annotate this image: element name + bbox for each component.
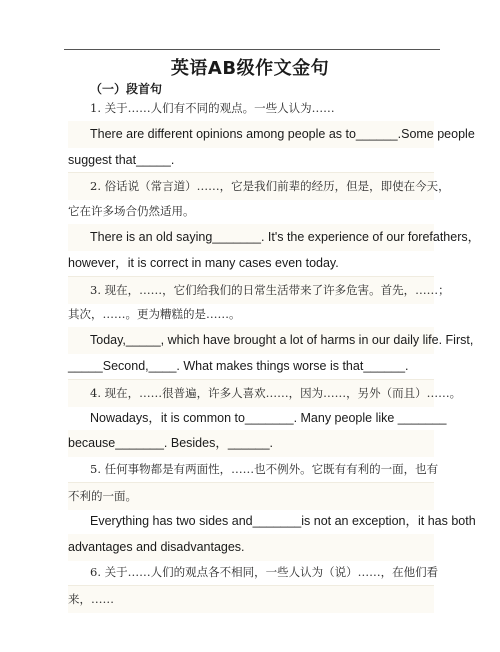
text-line: 来，…… <box>68 585 434 613</box>
header-rule <box>64 49 440 50</box>
text-line: however，it is correct in many cases even today. <box>68 255 339 270</box>
text-line: 不利的一面。 <box>68 482 434 510</box>
text-line: 2. 俗话说（常言道）……，它是我们前辈的经历，但是，即使在今天， <box>68 172 434 200</box>
text-line: advantages and disadvantages. <box>68 534 434 561</box>
text-line: There are different opinions among people as to______.Some people <box>68 121 434 148</box>
text-line: Today,_____, which have brought a lot of harms in our daily life. First, <box>68 327 434 354</box>
text-line: 4. 现在，……很普遍，许多人喜欢……，因为……，另外（而且）……。 <box>68 379 434 407</box>
text-line: 3. 现在，……，它们给我们的日常生活带来了许多危害。首先，……； <box>68 276 434 304</box>
page-title: 英语AB级作文金句 <box>170 58 330 79</box>
text-line: 1. 关于……人们有不同的观点。一些人认为…… <box>90 101 335 115</box>
text-line: suggest that_____. <box>68 152 175 167</box>
text-line: 6. 关于……人们的观点各不相同，一些人认为（说）……，在他们看 <box>90 565 439 580</box>
text-line: _____Second,____. What makes things worse is that______. <box>68 359 409 373</box>
text-line: 它在许多场合仍然适用。 <box>68 204 195 219</box>
text-line: Everything has two sides and_______is not an exception，it has both <box>90 513 476 528</box>
text-line: Nowadays，it is common to_______. Many people like _______ <box>90 410 447 425</box>
text-line: 其次，……。更为糟糕的是……。 <box>68 307 241 322</box>
text-line: because_______. Besides，______. <box>68 430 434 457</box>
section-heading: （一）段首句 <box>90 82 163 96</box>
text-line: 5. 任何事物都是有两面性，……也不例外。它既有有利的一面，也有 <box>90 462 439 477</box>
text-line: There is an old saying_______. It's the experience of our forefathers， <box>68 224 434 251</box>
